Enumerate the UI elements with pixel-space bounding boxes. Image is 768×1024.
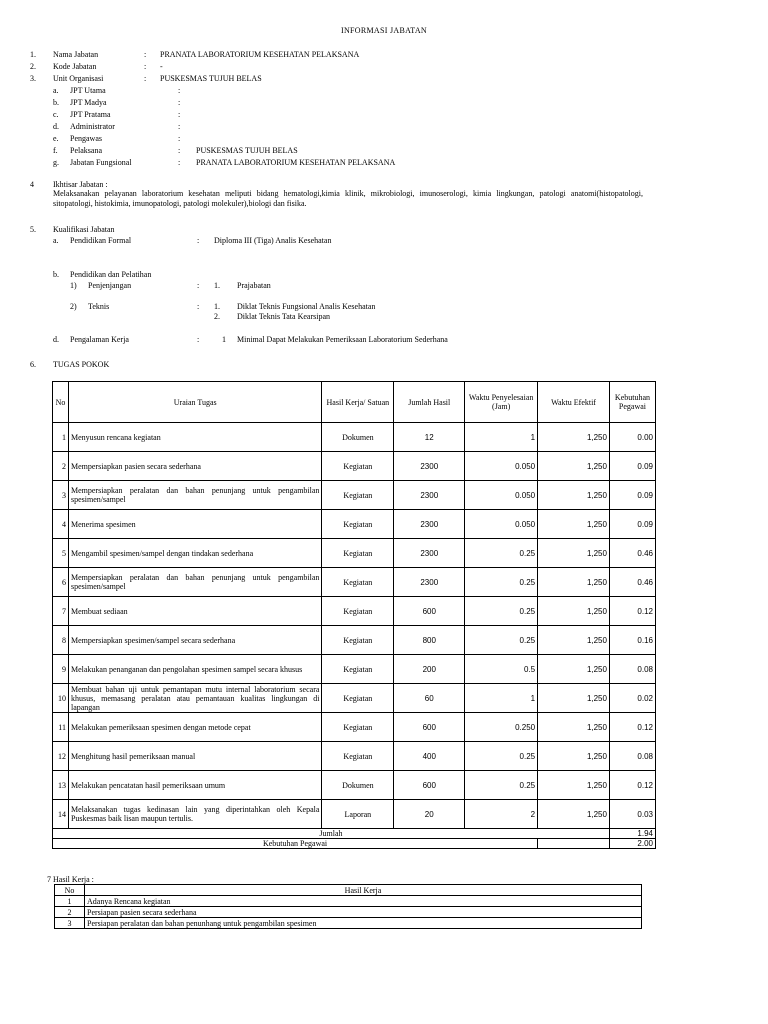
table-row — [53, 452, 656, 481]
section-5-number: 5. — [30, 225, 36, 234]
section-1-value: PRANATA LABORATORIUM KESEHATAN PELAKSANA — [160, 50, 360, 59]
row-no: 9 — [53, 655, 69, 684]
row-need: 0.12 — [609, 713, 655, 742]
unit-item-colon: : — [178, 122, 181, 131]
header-jumlah-hasil: Jumlah Hasil — [394, 382, 465, 423]
row-time: 2 — [465, 800, 538, 829]
section-2-label: Kode Jabatan — [53, 62, 97, 71]
row-time: 0.25 — [465, 626, 538, 655]
row-unit: Kegiatan — [322, 568, 394, 597]
hasil-row-no: 3 — [55, 918, 85, 929]
row-need: 0.09 — [609, 481, 655, 510]
jumlah-row — [53, 829, 656, 839]
section-2-colon: : — [144, 62, 147, 71]
section-5d-letter: d. — [53, 335, 59, 344]
row-qty: 60 — [394, 684, 465, 713]
row-task: Mengambil spesimen/sampel dengan tindakan sederhana — [68, 539, 321, 568]
row-need: 0.03 — [609, 800, 655, 829]
row-need: 0.08 — [609, 742, 655, 771]
section-2-value: - — [160, 62, 163, 71]
unit-item-letter: f. — [53, 146, 58, 155]
section-5b-label: Pendidikan dan Pelatihan — [70, 270, 152, 279]
jumlah-label: Jumlah — [53, 829, 610, 839]
row-eff: 1,250 — [538, 684, 610, 713]
unit-item-label: JPT Pratama — [70, 110, 111, 119]
row-no: 7 — [53, 597, 69, 626]
row-unit: Kegiatan — [322, 597, 394, 626]
row-unit: Kegiatan — [322, 510, 394, 539]
hasil-header-no: No — [55, 885, 85, 896]
table-row — [53, 626, 656, 655]
section-3-colon: : — [144, 74, 147, 83]
row-task: Menyusun rencana kegiatan — [68, 423, 321, 452]
hasil-row-text: Persiapan pasien secara sederhana — [85, 907, 642, 918]
section-5b2-item1-number: 1. — [214, 302, 220, 311]
row-need: 0.09 — [609, 510, 655, 539]
row-no: 12 — [53, 742, 69, 771]
row-need: 0.12 — [609, 597, 655, 626]
kebutuhan-label: Kebutuhan Pegawai — [53, 839, 538, 849]
row-eff: 1,250 — [538, 742, 610, 771]
section-5d-label: Pengalaman Kerja — [70, 335, 129, 344]
section-1-number: 1. — [30, 50, 36, 59]
section-3-value: PUSKESMAS TUJUH BELAS — [160, 74, 262, 83]
table-row — [53, 771, 656, 800]
row-no: 14 — [53, 800, 69, 829]
row-unit: Kegiatan — [322, 452, 394, 481]
header-uraian-tugas: Uraian Tugas — [68, 382, 321, 423]
unit-item-value: PUSKESMAS TUJUH BELAS — [196, 146, 298, 155]
row-need: 0.46 — [609, 539, 655, 568]
section-3-number: 3. — [30, 74, 36, 83]
table-row — [53, 597, 656, 626]
unit-item-label: JPT Madya — [70, 98, 107, 107]
table-header-row — [53, 382, 656, 423]
row-eff: 1,250 — [538, 626, 610, 655]
unit-item-colon: : — [178, 158, 181, 167]
table-row — [53, 568, 656, 597]
row-eff: 1,250 — [538, 771, 610, 800]
section-6-number: 6. — [30, 360, 36, 369]
row-eff: 1,250 — [538, 568, 610, 597]
row-time: 0.25 — [465, 597, 538, 626]
unit-item-value: PRANATA LABORATORIUM KESEHATAN PELAKSANA — [196, 158, 396, 167]
unit-item-colon: : — [178, 98, 181, 107]
unit-item-label: Pelaksana — [70, 146, 102, 155]
row-eff: 1,250 — [538, 539, 610, 568]
unit-item-letter: d. — [53, 122, 59, 131]
row-need: 0.00 — [609, 423, 655, 452]
row-eff: 1,250 — [538, 481, 610, 510]
row-eff: 1,250 — [538, 452, 610, 481]
row-time: 1 — [465, 684, 538, 713]
unit-item-colon: : — [178, 110, 181, 119]
row-eff: 1,250 — [538, 423, 610, 452]
table-row — [53, 423, 656, 452]
section-5b2-number: 2) — [70, 302, 77, 311]
section-2-number: 2. — [30, 62, 36, 71]
table-row — [53, 510, 656, 539]
header-no: No — [53, 382, 69, 423]
section-5a-label: Pendidikan Formal — [70, 236, 132, 245]
row-need: 0.12 — [609, 771, 655, 800]
section-5b2-item2-number: 2. — [214, 312, 220, 321]
section-5b2-item1: Diklat Teknis Fungsional Analis Kesehatan — [237, 302, 376, 311]
row-task: Melakukan pemeriksaan spesimen dengan metode cepat — [68, 713, 321, 742]
row-unit: Kegiatan — [322, 742, 394, 771]
row-time: 0.050 — [465, 452, 538, 481]
hasil-row-text: Persiapan peralatan dan bahan penunhang untuk pengambilan spesimen — [85, 918, 642, 929]
row-qty: 20 — [394, 800, 465, 829]
row-qty: 600 — [394, 597, 465, 626]
row-time: 0.250 — [465, 713, 538, 742]
section-5b1-item-number: 1. — [214, 281, 220, 290]
row-no: 13 — [53, 771, 69, 800]
section-4-text: Melaksanakan pelayanan laboratorium kesehatan meliputi bidang hematologi,kimia klinik, mikrobiologi, imunoserologi, kimia lingkungan, patologi anatomi(histopatologi, sitopatologi, histokimia, imunopatologi, patologi molekuler),biologi dan fisika. — [53, 189, 643, 208]
row-no: 6 — [53, 568, 69, 597]
row-eff: 1,250 — [538, 597, 610, 626]
row-unit: Kegiatan — [322, 684, 394, 713]
section-5b2-label: Teknis — [88, 302, 110, 311]
row-task: Mempersiapkan spesimen/sampel secara sederhana — [68, 626, 321, 655]
row-time: 0.050 — [465, 481, 538, 510]
row-qty: 400 — [394, 742, 465, 771]
row-qty: 800 — [394, 626, 465, 655]
section-4-label: Ikhtisar Jabatan : — [53, 180, 108, 189]
unit-item-colon: : — [178, 86, 181, 95]
row-need: 0.46 — [609, 568, 655, 597]
table-row — [53, 713, 656, 742]
row-eff: 1,250 — [538, 510, 610, 539]
unit-item-label: Pengawas — [70, 134, 102, 143]
row-task: Menghitung hasil pemeriksaan manual — [68, 742, 321, 771]
row-no: 4 — [53, 510, 69, 539]
kebutuhan-row — [53, 839, 656, 849]
row-task: Membuat sediaan — [68, 597, 321, 626]
section-5b-letter: b. — [53, 270, 59, 279]
section-5b1-number: 1) — [70, 281, 77, 290]
kebutuhan-value: 2.00 — [609, 839, 655, 849]
row-task: Membuat bahan uji untuk pemantapan mutu internal laboratorium secara khusus, memasang peralatan atau pemantauan kualitas lingkungan di lapangan — [68, 684, 321, 713]
section-5d-number: 1 — [222, 335, 226, 344]
section-5b1-item: Prajabatan — [237, 281, 271, 290]
table-row — [53, 800, 656, 829]
row-no: 11 — [53, 713, 69, 742]
table-row — [55, 896, 642, 907]
row-task: Menerima spesimen — [68, 510, 321, 539]
row-qty: 12 — [394, 423, 465, 452]
section-5b2-colon: : — [197, 302, 200, 311]
section-5b2-item2: Diklat Teknis Tata Kearsipan — [237, 312, 331, 321]
table-row — [53, 481, 656, 510]
row-time: 0.25 — [465, 742, 538, 771]
row-eff: 1,250 — [538, 800, 610, 829]
section-5a-letter: a. — [53, 236, 59, 245]
unit-item-colon: : — [178, 146, 181, 155]
table-header-row — [55, 885, 642, 896]
table-row — [55, 907, 642, 918]
row-qty: 2300 — [394, 568, 465, 597]
row-need: 0.16 — [609, 626, 655, 655]
section-5a-value: Diploma III (Tiga) Analis Kesehatan — [214, 236, 332, 245]
header-waktu-efektif: Waktu Efektif — [538, 382, 610, 423]
row-time: 0.050 — [465, 510, 538, 539]
unit-item-colon: : — [178, 134, 181, 143]
row-no: 8 — [53, 626, 69, 655]
row-no: 1 — [53, 423, 69, 452]
row-unit: Kegiatan — [322, 626, 394, 655]
unit-item-letter: g. — [53, 158, 59, 167]
row-task: Mempersiapkan pasien secara sederhana — [68, 452, 321, 481]
hasil-header-hasil-kerja: Hasil Kerja — [85, 885, 642, 896]
unit-item-letter: b. — [53, 98, 59, 107]
row-task: Mempersiapkan peralatan dan bahan penunjang untuk pengambilan spesimen/sampel — [68, 568, 321, 597]
row-task: Melakukan penanganan dan pengolahan spesimen sampel secara khusus — [68, 655, 321, 684]
unit-item-label: Administrator — [70, 122, 115, 131]
row-time: 0.25 — [465, 771, 538, 800]
section-5b1-label: Penjenjangan — [88, 281, 132, 290]
unit-item-letter: c. — [53, 110, 59, 119]
table-row — [53, 742, 656, 771]
section-3-label: Unit Organisasi — [53, 74, 104, 83]
row-time: 0.5 — [465, 655, 538, 684]
row-unit: Kegiatan — [322, 481, 394, 510]
row-task: Melakukan pencatatan hasil pemeriksaan umum — [68, 771, 321, 800]
section-5d-colon: : — [197, 335, 200, 344]
row-qty: 2300 — [394, 510, 465, 539]
header-hasil-kerja: Hasil Kerja/ Satuan — [322, 382, 394, 423]
table-row — [53, 539, 656, 568]
section-1-label: Nama Jabatan — [53, 50, 99, 59]
row-qty: 2300 — [394, 539, 465, 568]
section-5d-value: Minimal Dapat Melakukan Pemeriksaan Laboratorium Sederhana — [237, 335, 448, 344]
row-unit: Dokumen — [322, 771, 394, 800]
document-title: INFORMASI JABATAN — [340, 26, 428, 35]
row-time: 1 — [465, 423, 538, 452]
row-task: Melaksanakan tugas kedinasan lain yang diperintahkan oleh Kepala Puskesmas baik lisan maupun tertulis. — [68, 800, 321, 829]
row-unit: Laporan — [322, 800, 394, 829]
row-no: 3 — [53, 481, 69, 510]
row-unit: Kegiatan — [322, 655, 394, 684]
unit-item-letter: a. — [53, 86, 59, 95]
hasil-kerja-table — [54, 884, 642, 929]
hasil-row-no: 2 — [55, 907, 85, 918]
section-7-label: 7 Hasil Kerja : — [47, 875, 94, 884]
header-waktu-penyelesaian: Waktu Penyelesaian (Jam) — [465, 382, 538, 423]
row-time: 0.25 — [465, 568, 538, 597]
row-qty: 600 — [394, 713, 465, 742]
unit-item-label: JPT Utama — [70, 86, 106, 95]
row-unit: Kegiatan — [322, 713, 394, 742]
unit-item-letter: e. — [53, 134, 59, 143]
header-kebutuhan-pegawai: Kebutuhan Pegawai — [609, 382, 655, 423]
table-row — [53, 655, 656, 684]
row-no: 10 — [53, 684, 69, 713]
row-no: 2 — [53, 452, 69, 481]
hasil-row-no: 1 — [55, 896, 85, 907]
row-eff: 1,250 — [538, 655, 610, 684]
row-qty: 600 — [394, 771, 465, 800]
row-qty: 2300 — [394, 452, 465, 481]
jumlah-value: 1.94 — [609, 829, 655, 839]
hasil-row-text: Adanya Rencana kegiatan — [85, 896, 642, 907]
section-1-colon: : — [144, 50, 147, 59]
row-qty: 2300 — [394, 481, 465, 510]
row-need: 0.08 — [609, 655, 655, 684]
section-5b1-colon: : — [197, 281, 200, 290]
row-qty: 200 — [394, 655, 465, 684]
section-6-label: TUGAS POKOK — [53, 360, 110, 369]
tugas-pokok-table — [52, 381, 656, 849]
row-eff: 1,250 — [538, 713, 610, 742]
kebutuhan-empty-cell — [538, 839, 610, 849]
row-unit: Kegiatan — [322, 539, 394, 568]
table-row — [53, 684, 656, 713]
section-5-label: Kualifikasi Jabatan — [53, 225, 115, 234]
row-no: 5 — [53, 539, 69, 568]
row-need: 0.09 — [609, 452, 655, 481]
row-need: 0.02 — [609, 684, 655, 713]
section-5a-colon: : — [197, 236, 200, 245]
row-unit: Dokumen — [322, 423, 394, 452]
table-row — [55, 918, 642, 929]
row-time: 0.25 — [465, 539, 538, 568]
section-4-number: 4 — [30, 180, 34, 189]
row-task: Mempersiapkan peralatan dan bahan penunjang untuk pengambilan spesimen/sampel — [68, 481, 321, 510]
unit-item-label: Jabatan Fungsional — [70, 158, 132, 167]
